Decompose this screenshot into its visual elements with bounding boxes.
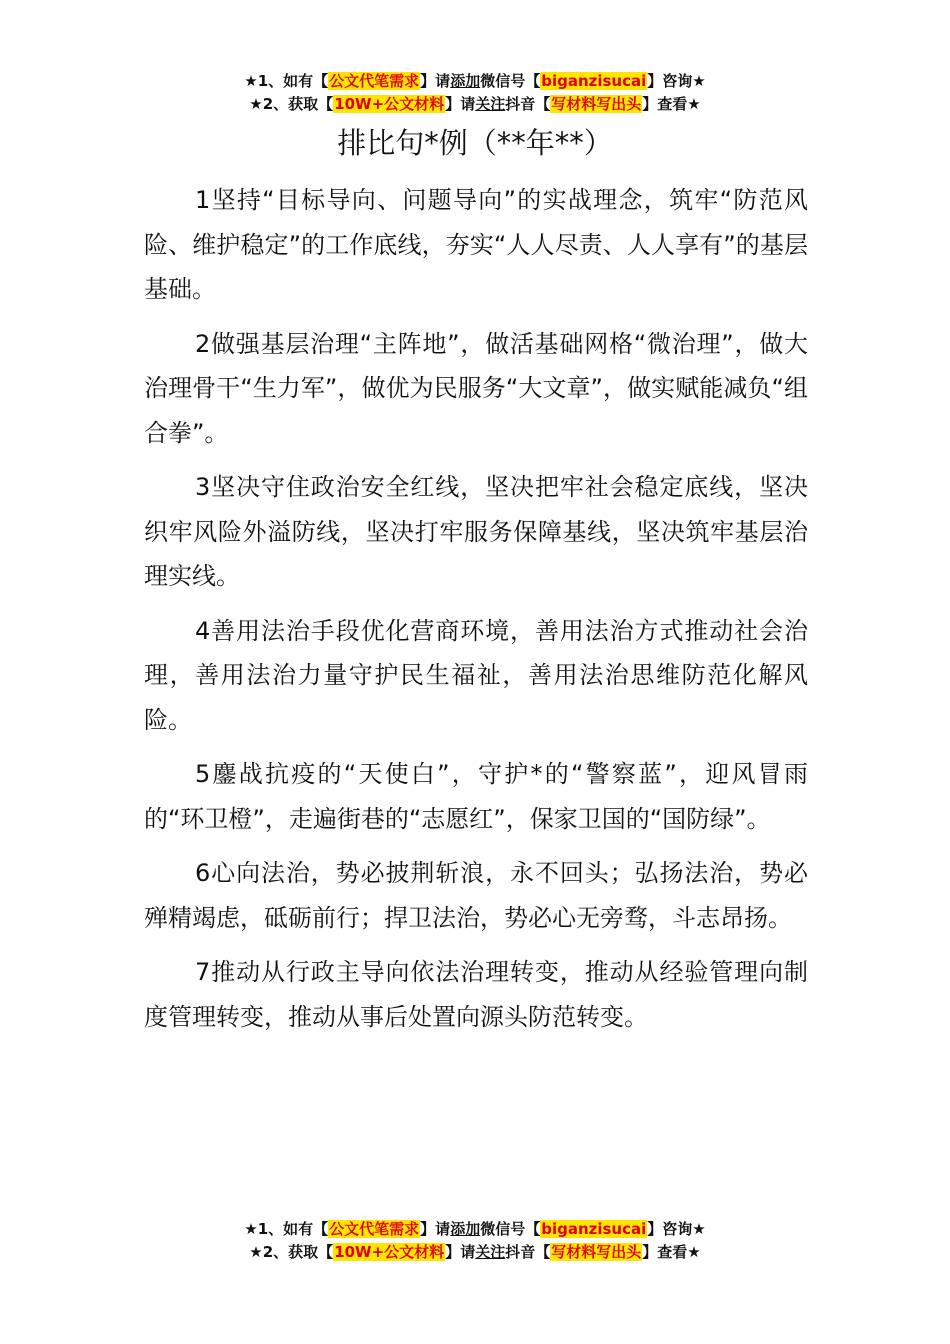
highlight-service: 公文代笔需求 [329, 1220, 420, 1238]
banner-text: ★1、如有【 [244, 72, 329, 90]
highlight-wechat-id: biganzisucai [541, 1220, 647, 1238]
banner-text: 微信号【 [480, 1220, 541, 1238]
highlight-douyin-account: 写材料写出头 [551, 1243, 642, 1261]
document-body [144, 178, 808, 1049]
banner-text: ★2、获取【 [249, 1243, 334, 1261]
banner-text: ★1、如有【 [244, 1220, 329, 1238]
highlight-materials: 10W+公文材料 [334, 95, 445, 113]
paragraph-3: 3坚决守住政治安全红线，坚决把牢社会稳定底线，坚决织牢风险外溢防线，坚决打牢服务保障基线，坚决筑牢基层治理实线。 [144, 473, 808, 590]
banner-text: 】请 [420, 1220, 451, 1238]
banner-emphasis: 关注 [475, 95, 506, 113]
header-banner-line-1 [0, 70, 950, 93]
paragraph-4: 4善用法治手段优化营商环境，善用法治方式推动社会治理，善用法治力量守护民生福祉，善用法治思维防范化解风险。 [144, 616, 808, 734]
highlight-douyin-account: 写材料写出头 [551, 95, 642, 113]
paragraph-2: 2做强基层治理“主阵地”，做活基础网格“微治理”，做大治理骨干“生力军”，做优为民服务“大文章”，做实赋能减负“组合拳”。 [144, 329, 808, 447]
banner-text: 】查看★ [642, 95, 701, 113]
paragraph-6: 6心向法治，势必披荆斩浪，永不回头；弘扬法治，势必殚精竭虑，砥砺前行；捍卫法治，势必心无旁骛，斗志昂扬。 [144, 859, 808, 932]
banner-emphasis: 添加 [450, 72, 481, 90]
header-banner-line-2 [0, 93, 950, 116]
highlight-service: 公文代笔需求 [329, 72, 420, 90]
banner-text: 】查看★ [642, 1243, 701, 1261]
footer-banner-line-1 [0, 1218, 950, 1241]
paragraph-1: 1坚持“目标导向、问题导向”的实战理念，筑牢“防范风险、维护稳定”的工作底线，夯实“人人尽责、人人享有”的基层基础。 [144, 186, 808, 303]
header-banner [0, 70, 950, 116]
paragraph-5: 5鏖战抗疫的“天使白”，守护*的“警察蓝”，迎风冒雨的“环卫橙”，走遍街巷的“志愿红”，保家卫国的“国防绿”。 [144, 760, 808, 833]
banner-text: ★2、获取【 [249, 95, 334, 113]
highlight-wechat-id: biganzisucai [541, 72, 647, 90]
banner-text: 】咨询★ [647, 72, 706, 90]
banner-text: 抖音【 [505, 95, 551, 113]
footer-banner-line-2 [0, 1241, 950, 1264]
banner-text: 】请 [420, 72, 451, 90]
banner-emphasis: 添加 [450, 1220, 481, 1238]
highlight-materials: 10W+公文材料 [334, 1243, 445, 1261]
banner-emphasis: 关注 [475, 1243, 506, 1261]
banner-text: 】请 [445, 95, 476, 113]
banner-text: 抖音【 [505, 1243, 551, 1261]
banner-text: 】咨询★ [647, 1220, 706, 1238]
document-title: 排比句*例（**年**） [337, 126, 613, 160]
paragraph-7: 7推动从行政主导向依法治理转变，推动从经验管理向制度管理转变，推动从事后处置向源头防范转变。 [144, 958, 808, 1031]
banner-text: 】请 [445, 1243, 476, 1261]
footer-banner [0, 1218, 950, 1264]
banner-text: 微信号【 [480, 72, 541, 90]
